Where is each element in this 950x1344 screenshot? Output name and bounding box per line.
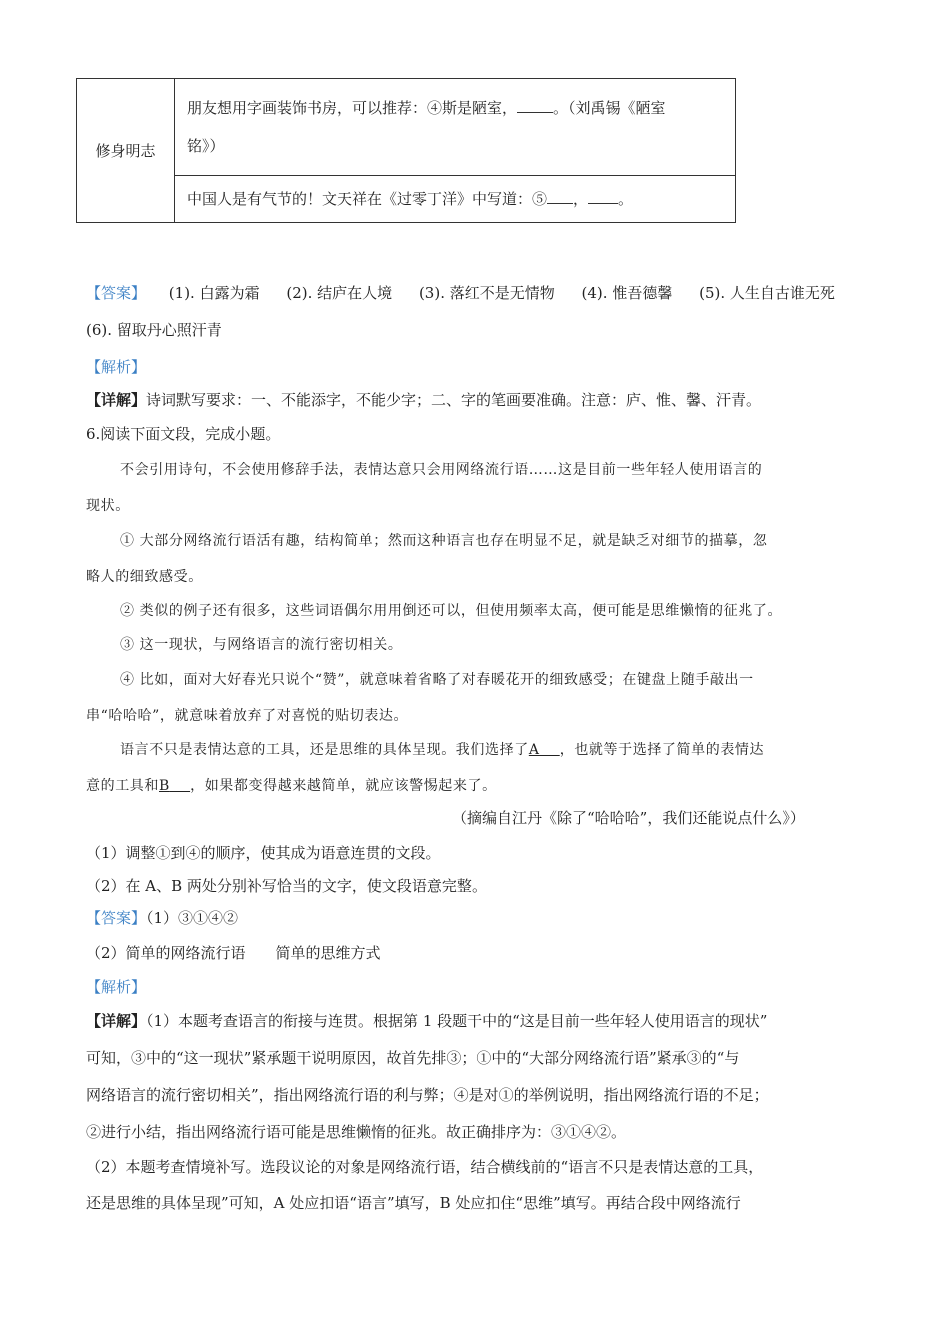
detail-tag-2: 【详解】 xyxy=(86,1012,147,1030)
row2-cell xyxy=(175,176,736,223)
detail-2-l4: ②进行小结，指出网络流行语可能是思维懒惰的征兆。故正确排序为：③①④②。 xyxy=(86,1123,627,1141)
detail-2-l2: 可知，③中的“这一现状”紧承题干说明原因，故首先排③；①中的“大部分网络流行语”紧承③的“与 xyxy=(86,1049,740,1067)
passage-p5-text: 语言不只是表情达意的工具，还是思维的具体呈现。我们选择了 xyxy=(120,742,529,758)
detail-2-l6: 还是思维的具体呈现”可知，A 处应扣语“语言”填写，B 处应扣住“思维”填写。再结合段中网络流行 xyxy=(86,1194,741,1212)
analysis-tag: 【解析】 xyxy=(86,358,147,376)
passage-p5-l1 xyxy=(120,739,764,759)
passage-p4-l1: ④ 比如，面对大好春光只说个“赞”，就意味着省略了对春暖花开的细致感受；在键盘上随手敲出一 xyxy=(120,672,754,688)
blank-4[interactable] xyxy=(517,98,553,113)
answer-item: (5). 人生自古谁无死 xyxy=(699,284,835,302)
row1-text-b: 。（刘禹锡《陋室 xyxy=(553,99,666,117)
sub-question-1: （1）调整①到④的顺序，使其成为语意连贯的文段。 xyxy=(86,844,441,862)
row2-comma: ， xyxy=(573,190,589,208)
answer-2-2: （2）简单的网络流行语 简单的思维方式 xyxy=(86,944,381,962)
passage-p0-l2: 现状。 xyxy=(86,498,130,514)
detail-text: 诗词默写要求：一、不能添字，不能少字；二、字的笔画要准确。注意：庐、惟、馨、汗青。 xyxy=(146,391,762,409)
passage-p0-l1: 不会引用诗句，不会使用修辞手法，表情达意只会用网络流行语……这是目前一些年轻人使用语言的 xyxy=(120,462,763,478)
row1-text: 朋友想用字画装饰书房，可以推荐：④斯是陋室， xyxy=(187,99,518,117)
category-cell: 修身明志 xyxy=(77,79,175,223)
detail-2-l3: 网络语言的流行密切相关”，指出网络流行语的利与弊；④是对①的举例说明，指出网络流行语的不足； xyxy=(86,1086,769,1104)
passage-p1-l2: 略人的细致感受。 xyxy=(86,569,203,585)
passage-p5-l2-text: 意的工具和 xyxy=(86,778,159,794)
passage-p5-text-b: ，也就等于选择了简单的表情达 xyxy=(559,742,765,758)
answer-tag-2: 【答案】 xyxy=(86,909,147,927)
passage-p3: ③ 这一现状，与网络语言的流行密切相关。 xyxy=(120,637,403,653)
blank-a-label: A xyxy=(528,742,540,758)
passage-source: （摘编自江丹《除了“哈哈哈”，我们还能说点什么》） xyxy=(452,809,805,827)
row2-text: 中国人是有气节的！文天祥在《过零丁洋》中写道：⑤ xyxy=(187,190,548,208)
row2-end: 。 xyxy=(618,190,634,208)
blank-5b[interactable] xyxy=(588,189,618,204)
question-6-title: 6.阅读下面文段，完成小题。 xyxy=(86,425,281,443)
answer-item: (3). 落红不是无情物 xyxy=(418,284,555,302)
passage-p4-l2: 串“哈哈哈”，就意味着放弃了对喜悦的贴切表达。 xyxy=(86,708,409,724)
blank-a[interactable] xyxy=(529,742,560,758)
answer-item: (1). 白露为霜 xyxy=(168,284,260,302)
passage-p2: ② 类似的例子还有很多，这些词语偶尔用用倒还可以，但使用频率太高，便可能是思维懒惰的征兆了。 xyxy=(120,603,783,619)
answer-item: (4). 惟吾德馨 xyxy=(581,284,673,302)
detail-line xyxy=(86,389,761,410)
answer-tag: 【答案】 xyxy=(86,284,147,302)
answer-item-6: (6). 留取丹心照汗青 xyxy=(86,321,222,339)
answer-line-2 xyxy=(86,907,238,928)
blank-5a[interactable] xyxy=(547,189,573,204)
passage-p5-l2-text-b: ，如果都变得越来越简单，就应该警惕起来了。 xyxy=(190,778,497,794)
blank-b-label: B xyxy=(159,778,170,794)
answer-item: (2). 结庐在人境 xyxy=(286,284,393,302)
row1-text-c: 铭》） xyxy=(187,137,225,155)
passage-p5-l2 xyxy=(86,775,497,795)
detail-2-l1: （1）本题考查语言的衔接与连贯。根据第 1 段题干中的“这是目前一些年轻人使用语言的现状” xyxy=(146,1012,768,1030)
answer-2-1: （1）③①④② xyxy=(146,909,239,927)
blank-b[interactable] xyxy=(159,778,190,794)
analysis-tag-2: 【解析】 xyxy=(86,978,147,996)
poem-table xyxy=(76,78,736,223)
answer-line-1 xyxy=(86,282,835,303)
detail-2-l5: （2）本题考查情境补写。选段议论的对象是网络流行语，结合横线前的“语言不只是表情达意的工具， xyxy=(86,1158,764,1176)
sub-question-2: （2）在 A、B 两处分别补写恰当的文字，使文段语意完整。 xyxy=(86,877,487,895)
passage-p1-l1: ① 大部分网络流行语活有趣，结构简单；然而这种语言也存在明显不足，就是缺乏对细节的描摹，忽 xyxy=(120,533,768,549)
detail-tag: 【详解】 xyxy=(86,391,147,409)
row1-cell xyxy=(175,79,736,176)
detail-line-2 xyxy=(86,1010,767,1031)
